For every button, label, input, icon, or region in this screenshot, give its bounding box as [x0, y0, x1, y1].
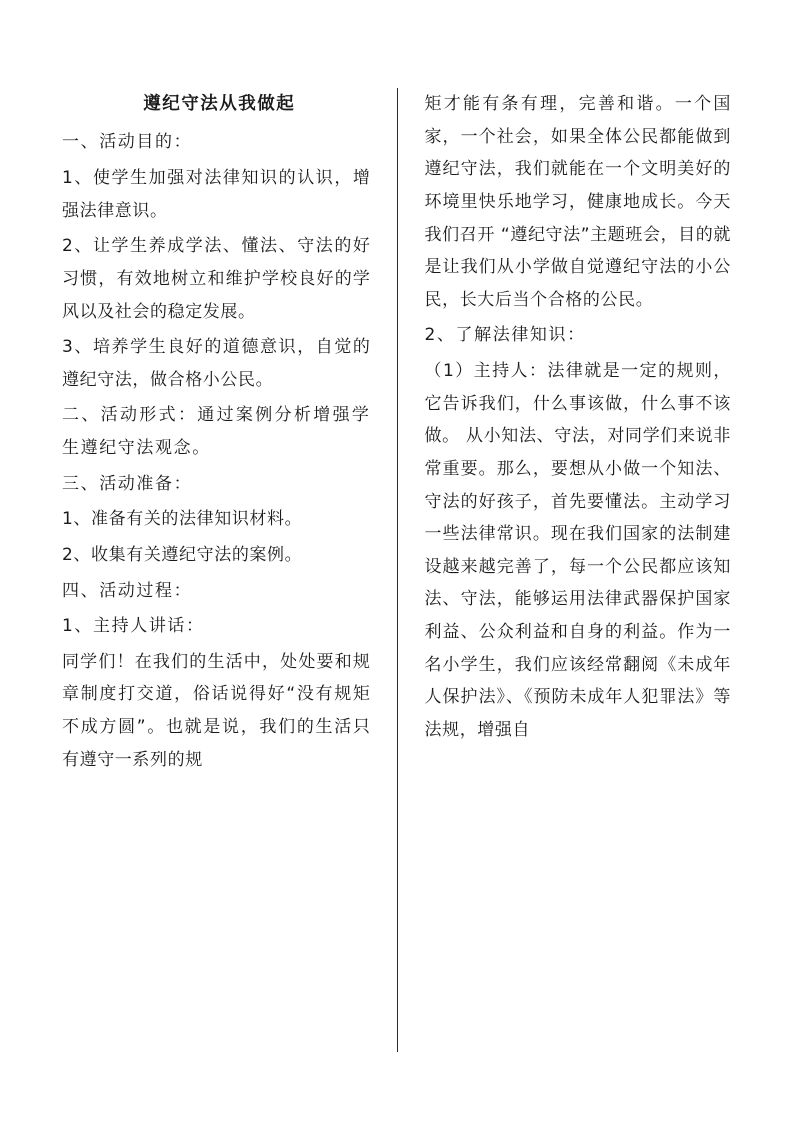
paragraph: 2、了解法律知识： — [424, 325, 586, 346]
paragraph: 3、培养学生良好的道德意识，自觉的遵纪守法，做合格小公民。 — [62, 337, 371, 390]
paragraph: 同学们！在我们的生活中，处处要和规章制度打交道，俗话说得好“没有规矩不成方圆”。也就是说，我们的生活只有遵守一系列的规 — [62, 651, 371, 770]
paragraph: 二、活动形式：通过案例分析增强学生遵纪守法观念。 — [62, 405, 371, 458]
right-column — [397, 88, 732, 1052]
paragraph: 2、让学生养成学法、懂法、守法的好习惯，有效地树立和维护学校良好的学风以及社会的稳定发展。 — [62, 236, 371, 322]
paragraph: （1）主持人：法律就是一定的规则，它告诉我们，什么事该做，什么事不该做。 从小知法、守法，对同学们来说非常重要。那么，要想从小做一个知法、守法的好孩子，首先要懂法。主动学习一些法律常识。现在我们国家的法制建设越来越完善了，每一个公民都应该知法、守法，能够运用法律武器保护国家利益、公众利益和自身的利益。作为一名小学生，我们应该经常翻阅《未成年人保护法》、《预防未成年人犯罪法》等法规，增强自 — [424, 361, 731, 740]
page-title: 遵纪守法从我做起 — [143, 94, 296, 114]
paragraph: 四、活动过程： — [62, 580, 193, 601]
paragraph: 矩才能有条有理，完善和谐。一个国家，一个社会，如果全体公民都能做到遵纪守法，我们就能在一个文明美好的环境里快乐地学习，健康地成长。今天我们召开 “遵纪守法”主题班会，目的就是让我们从小学做自觉遵纪守法的小公民，长大后当个合格的公民。 — [424, 94, 731, 310]
paragraph: 2、收集有关遵纪守法的案例。 — [62, 544, 303, 565]
paragraph: 1、使学生加强对法律知识的认识，增强法律意识。 — [62, 168, 371, 221]
paragraph: 1、主持人讲话： — [62, 616, 205, 637]
left-column — [62, 88, 397, 1052]
paragraph: 三、活动准备： — [62, 473, 193, 494]
paragraph: 1、准备有关的法律知识材料。 — [62, 509, 303, 530]
two-column-layout — [62, 88, 731, 1052]
paragraph: 一、活动目的： — [62, 132, 193, 153]
